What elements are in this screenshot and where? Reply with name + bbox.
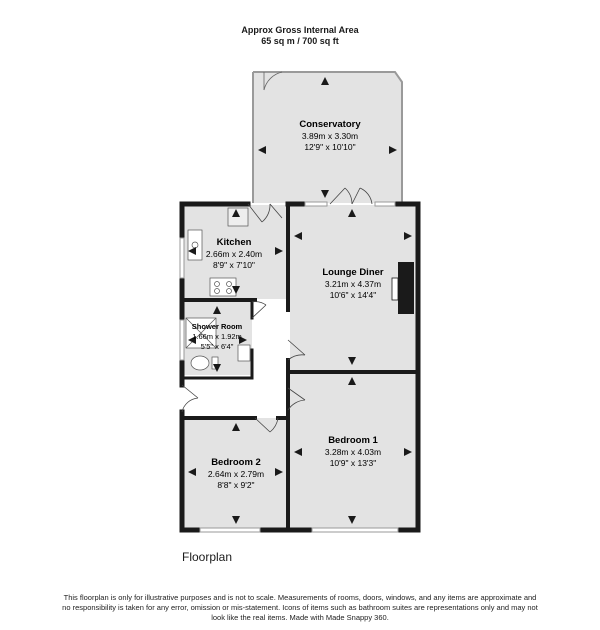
disclaimer-text: This floorplan is only for illustrative purposes and is not to scale. Measurements of rooms, doors, windows, and any items are approximate and no responsibility is taken for any error, omission or mis-statement. Icons of items such as bathroom suites are representations only and may not look like the real items. Made with Made Snappy 360. <box>62 593 538 622</box>
toilet-icon <box>191 356 209 370</box>
area-value: 65 sq m / 700 sq ft <box>261 36 339 46</box>
bedroom1-metric: 3.28m x 4.03m <box>324 447 382 457</box>
shower-name: Shower Room <box>191 322 243 331</box>
basin-icon <box>238 345 250 361</box>
bedroom2-metric: 2.64m x 2.79m <box>207 469 265 479</box>
kitchen-name: Kitchen <box>216 237 252 248</box>
shower-metric: 1.66m x 1.92m <box>192 332 242 341</box>
sink-icon <box>188 230 202 260</box>
kitchen-metric: 2.66m x 2.40m <box>205 249 263 259</box>
chimney-breast <box>398 262 414 314</box>
bedroom2-name: Bedroom 2 <box>211 457 261 468</box>
conservatory-name: Conservatory <box>299 119 361 130</box>
kitchen-imperial: 8'9" x 7'10" <box>213 260 255 270</box>
floorplan-label: Floorplan <box>182 550 233 564</box>
bedroom2-imperial: 8'8" x 9'2" <box>217 480 255 490</box>
label-lounge <box>322 267 384 300</box>
area-title: Approx Gross Internal Area <box>241 25 359 35</box>
label-bedroom1 <box>325 435 381 468</box>
bedroom1-imperial: 10'9" x 13'3" <box>329 458 377 468</box>
lounge-imperial: 10'6" x 14'4" <box>329 290 377 300</box>
fireplace-hearth <box>392 278 398 300</box>
shower-imperial: 5'5" x 6'4" <box>200 342 234 351</box>
bedroom1-name: Bedroom 1 <box>328 435 378 446</box>
lounge-metric: 3.21m x 4.37m <box>324 279 382 289</box>
conservatory-metric: 3.89m x 3.30m <box>301 131 359 141</box>
hob-icon <box>210 278 236 296</box>
conservatory-imperial: 12'9" x 10'10" <box>304 142 356 152</box>
label-conservatory <box>299 119 361 152</box>
lounge-name: Lounge Diner <box>322 267 384 278</box>
